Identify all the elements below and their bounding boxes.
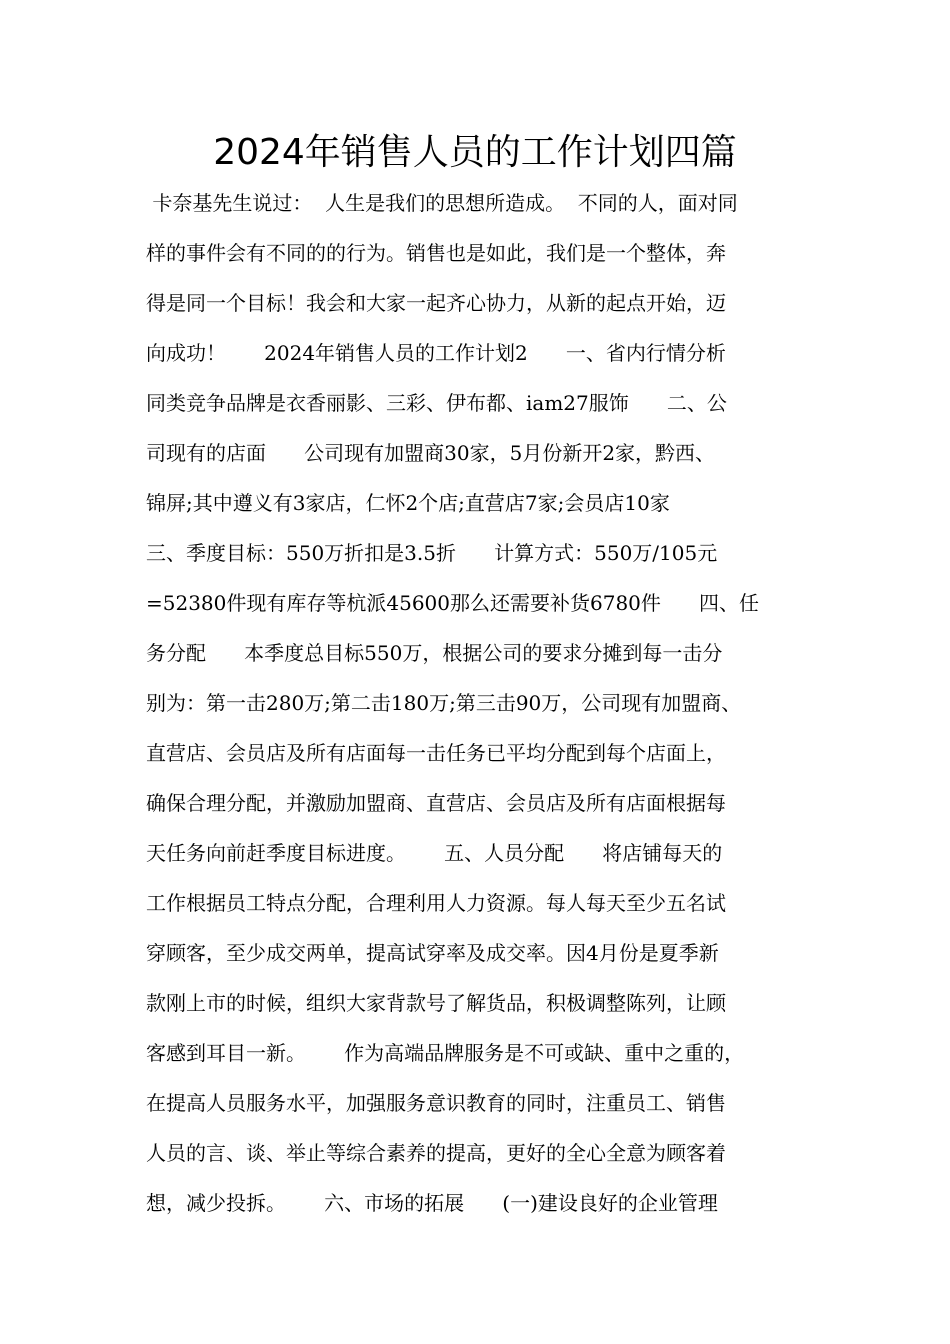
body-line: 天任务向前赶季度目标进度。 五、人员分配 将店铺每天的	[146, 841, 723, 865]
body-line: 向成功！ 2024年销售人员的工作计划2 一、省内行情分析	[146, 341, 726, 365]
body-line: 直营店、会员店及所有店面每一击任务已平均分配到每个店面上，	[146, 741, 726, 765]
body-line: 款刚上市的时候，组织大家背款号了解货品，积极调整陈列，让顾	[146, 991, 726, 1015]
body-line: 同类竞争品牌是衣香丽影、三彩、伊布都、iam27服饰 二、公	[146, 391, 727, 415]
body-line: =52380件现有库存等杭派45600那么还需要补货6780件 四、任	[146, 591, 760, 615]
body-line: 务分配 本季度总目标550万，根据公司的要求分摊到每一击分	[146, 641, 723, 665]
document-body	[146, 178, 826, 1228]
body-line: 在提高人员服务水平，加强服务意识教育的同时，注重员工、销售	[146, 1091, 726, 1115]
body-line: 客感到耳目一新。 作为高端品牌服务是不可或缺、重中之重的，	[146, 1041, 745, 1065]
body-line: 三、季度目标：550万折扣是3.5折 计算方式：550万/105元	[146, 541, 718, 565]
body-line: 确保合理分配，并激励加盟商、直营店、会员店及所有店面根据每	[146, 791, 726, 815]
document-title: 2024年销售人员的工作计划四篇	[213, 132, 737, 173]
body-line: 卡奈基先生说过： 人生是我们的思想所造成。 不同的人，面对同	[146, 191, 738, 215]
body-line: 样的事件会有不同的的行为。销售也是如此，我们是一个整体，奔	[146, 241, 726, 265]
body-line: 锦屏;其中遵义有3家店，仁怀2个店;直营店7家;会员店10家	[146, 491, 670, 515]
body-line: 穿顾客，至少成交两单，提高试穿率及成交率。因4月份是夏季新	[146, 941, 719, 965]
body-line: 别为：第一击280万;第二击180万;第三击90万，公司现有加盟商、	[146, 691, 742, 715]
body-line: 司现有的店面 公司现有加盟商30家，5月份新开2家，黔西、	[146, 441, 716, 465]
body-line: 得是同一个目标！我会和大家一起齐心协力，从新的起点开始，迈	[146, 291, 726, 315]
body-line: 工作根据员工特点分配，合理利用人力资源。每人每天至少五名试	[146, 891, 726, 915]
body-line: 人员的言、谈、举止等综合素养的提高，更好的全心全意为顾客着	[146, 1141, 726, 1165]
body-line: 想，减少投拆。 六、市场的拓展 (一)建设良好的企业管理	[146, 1191, 718, 1215]
